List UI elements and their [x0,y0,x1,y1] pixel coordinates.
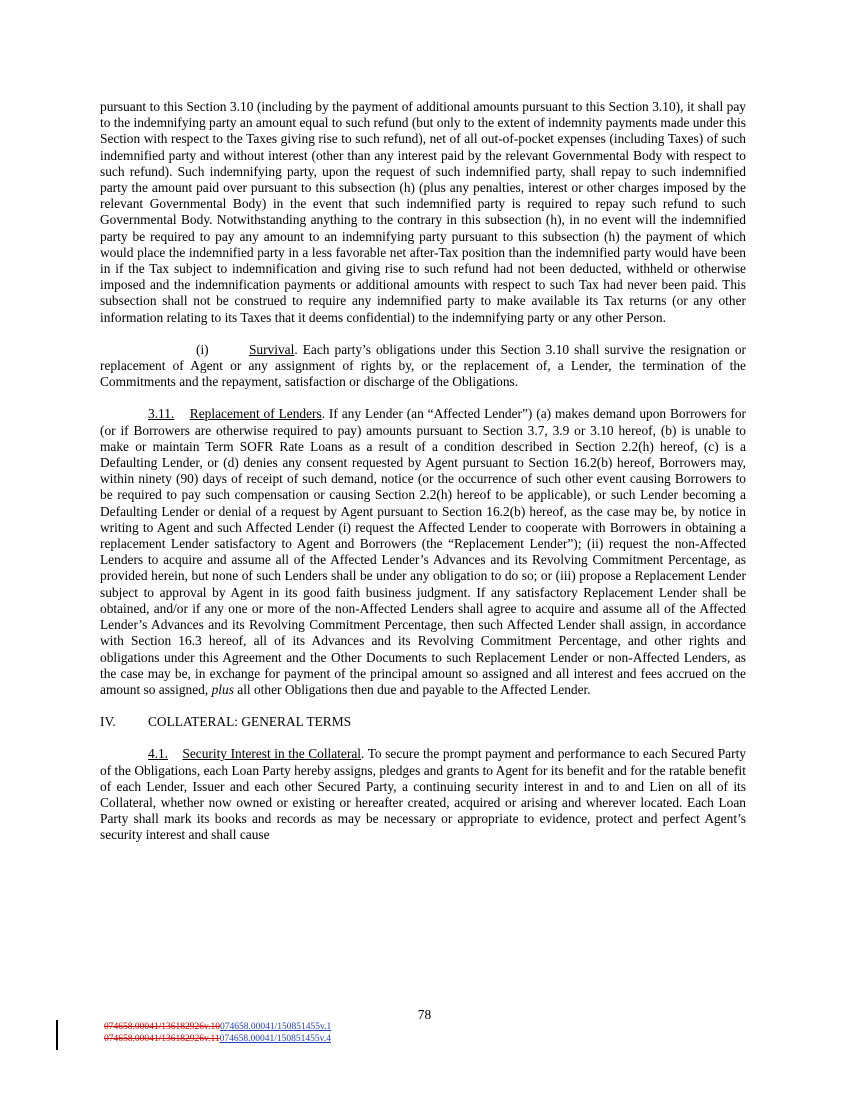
paragraph-survival [100,342,746,391]
document-footer [104,1022,331,1045]
footer-deleted-id-2: 074658.00041/136182926v.11 [104,1033,220,1044]
survival-marker: (i) [196,341,209,357]
section-3-11-italic: plus [211,681,234,697]
section-3-11-text: . If any Lender (an “Affected Lender”) (a) makes demand upon Borrowers for (or if Borrowers are otherwise required to pay) amounts pursuant to Section 3.7, 3.9 or 3.10 hereof, (b) is unable to make or maintain Term SOFR Rate Loans as a result of a condition described in Section 2.2(h) hereof, (c) is a Defaulting Lender, or (d) denies any consent requested by Agent pursuant to Section 16.2(b) hereof, Borrowers may, within ninety (90) days of receipt of such demand, notice (or the occurrence of such other event causing Borrowers to be required to pay such compensation or causing Section 2.2(h) hereof to be applicable), or such Lender becoming a Defaulting Lender or denial of a request by Agent pursuant to Section 16.2(b) hereof, as the case may be, by notice in writing to Agent and such Affected Lender (i) request the Affected Lender to cooperate with Borrowers in obtaining a replacement Lender satisfactory to Agent and Borrowers (the “Replacement Lender”); (ii) request the non-Affected Lenders to acquire and assume all of the Affected Lender’s Advances and its Revolving Commitment Percentage, as provided herein, but none of such Lenders shall be under any obligation to do so; or (iii) propose a Replacement Lender subject to approval by Agent in its good faith business judgment. If any satisfactory Replacement Lender shall be obtained, and/or if any one or more of the non-Affected Lenders shall agree to acquire and assume all of the Affected Lender’s Advances and its Revolving Commitment Percentage, then such Affected Lender shall assign, in accordance with Section 16.3 hereof, all of its Advances and its Revolving Commitment Percentage, and other rights and obligations under this Agreement and the Other Documents to such Replacement Lender or non-Affected Lenders, as the case may be, in exchange for payment of the principal amount so assigned and all interest and fees accrued on the amount so assigned, [100,406,746,697]
paragraph-tax-refund: pursuant to this Section 3.10 (including by the payment of additional amounts pursuant to this Section 3.10), it shall pay to the indemnifying party an amount equal to such refund (but only to the extent of indemnity payments made under this Section with respect to the Taxes giving rise to such refund), net of all out-of-pocket expenses (including Taxes) of such indemnified party and without interest (other than any interest paid by the relevant Governmental Body with respect to such refund). Such indemnifying party, upon the request of such indemnified party, shall repay to such indemnified party the amount paid over pursuant to this subsection (h) (plus any penalties, interest or other charges imposed by the relevant Governmental Body) in the event that such indemnified party is required to repay such refund to such Governmental Body. Notwithstanding anything to the contrary in this subsection (h), in no event will the indemnified party be required to pay any amount to an indemnifying party pursuant to this subsection (h) the payment of which would place the indemnified party in a less favorable net after-Tax position than the indemnified party would have been in if the Tax subject to indemnification and giving rise to such refund had not been deducted, withheld or otherwise imposed and the indemnification payments or additional amounts with respect to such Tax had never been paid. This subsection shall not be construed to require any indemnified party to make available its Tax returns (or any other information relating to its Taxes that it deems confidential) to the indemnifying party or any other Person. [100,99,746,325]
footer-deleted-id-1: 074658.00041/136182926v.10 [104,1022,221,1032]
footer-inserted-id-2: 074658.00041/150851455v.4 [219,1033,331,1044]
article-iv-title: COLLATERAL: GENERAL TERMS [148,714,352,730]
footer-line-1 [104,1022,331,1034]
change-bar [56,1020,58,1050]
survival-heading: Survival [248,341,295,357]
survival-text: . Each party’s obligations under this Section 3.10 shall survive the resignation or replacement of Agent or any assignment of rights by, or the replacement of, a Lender, the termination of the Commitments and the repayment, satisfaction or discharge of the Obligations. [100,341,746,390]
section-4-1-heading: Security Interest in the Collateral [182,746,362,762]
section-4-1-number: 4.1. [148,746,169,762]
page-number: 78 [417,1007,432,1022]
section-3-11-heading: Replacement of Lenders [189,406,322,422]
footer-inserted-id-1: 074658.00041/150851455v.1 [220,1022,332,1032]
section-4-1 [100,746,746,843]
document-body [100,99,746,844]
section-4-1-text: . To secure the prompt payment and performance to each Secured Party of the Obligations, each Loan Party hereby assigns, pledges and grants to Agent for its benefit and for the ratable benefit of each Lender, Issuer and each other Secured Party, a continuing security interest in and to and Lien on all of its Collateral, whether now owned or existing or hereafter created, acquired or arising and wherever located. Each Loan Party shall mark its books and records as may be necessary or appropriate to evidence, protect and perfect Agent’s security interest and shall cause [100,746,746,843]
article-iv-heading [100,714,746,730]
section-3-11 [100,406,746,698]
footer-line-2 [104,1034,331,1046]
section-3-11-number: 3.11. [148,406,175,422]
section-3-11-text-end: all other Obligations then due and payable to the Affected Lender. [233,681,591,697]
article-iv-number: IV. [100,714,116,730]
